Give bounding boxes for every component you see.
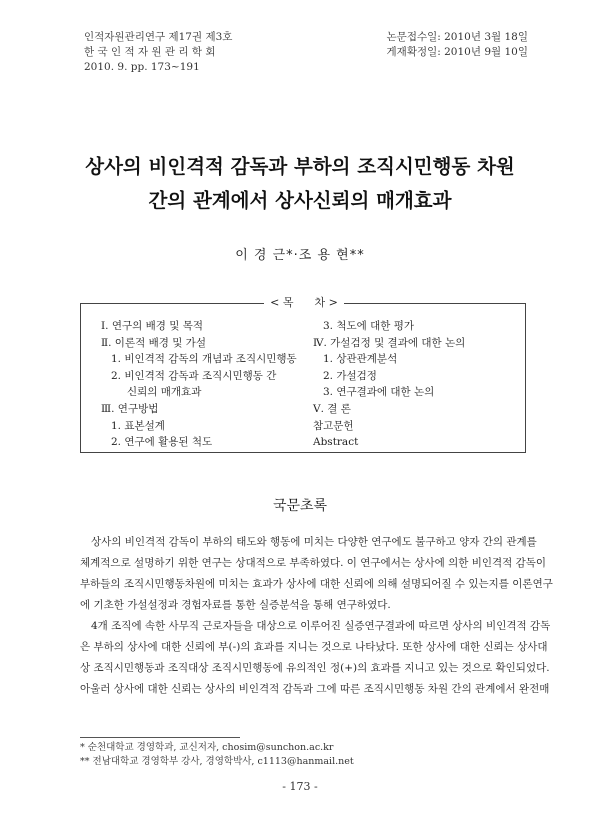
page-number: - 173 - <box>282 780 318 793</box>
abstract-line: 상 조직시민행동과 조직대상 조직시민행동에 유의적인 정(+)의 효과를 지니고 있는 것으로 확인되었다. <box>80 662 550 674</box>
table-of-contents <box>80 296 526 453</box>
authors: 이 경 근*·조 용 현** <box>235 248 365 263</box>
paper-title <box>40 150 560 218</box>
toc-heading: < 목 차 > <box>264 296 344 309</box>
toc-item: Abstract <box>313 436 359 449</box>
footnotes <box>80 741 354 769</box>
journal-info <box>84 30 232 75</box>
footnote-divider <box>80 737 240 738</box>
abstract-line: 체계적으로 설명하기 위한 연구는 상대적으로 부족하였다. 이 연구에서는 상사에 의한 비인격적 감독이 <box>80 557 547 569</box>
abstract-body <box>80 532 553 700</box>
toc-item: 2. 가설검정 <box>323 369 377 382</box>
toc-right-column <box>313 318 465 451</box>
received-date: 논문접수일: 2010년 3월 18일 <box>386 31 528 43</box>
abstract-line: 은 부하의 상사에 대한 신뢰에 부(-)의 효과를 지니는 것으로 나타났다. 또한 상사에 대한 신뢰는 상사대 <box>80 641 548 653</box>
toc-item: Ⅴ. 결 론 <box>313 402 351 415</box>
toc-item: 1. 표본설계 <box>111 419 165 432</box>
title-line: 간의 관계에서 상사신뢰의 매개효과 <box>148 189 452 212</box>
toc-item: Ⅰ. 연구의 배경 및 목적 <box>101 320 203 332</box>
toc-item: 1. 비인격적 감독의 개념과 조직시민행동 <box>111 353 297 366</box>
toc-left-column <box>101 318 297 451</box>
toc-item: 2. 비인격적 감독과 조직시민행동 간 <box>111 369 277 382</box>
abstract-heading: 국문초록 <box>272 498 328 514</box>
title-line: 상사의 비인격적 감독과 부하의 조직시민행동 차원 <box>85 155 515 178</box>
footnote: * 순천대학교 경영학과, 교신저자, chosim@sunchon.ac.kr <box>80 742 334 753</box>
abstract-line: 상사의 비인격적 감독이 부하의 태도와 행동에 미치는 다양한 연구에도 불구하고 양자 간의 관계를 <box>91 536 537 548</box>
abstract-line: 4개 조직에 속한 사무직 근로자들을 대상으로 이루어진 실증연구결과에 따르면 상사의 비인격적 감독 <box>91 620 551 632</box>
footnote: ** 전남대학교 경영학부 강사, 경영학박사, c1113@hanmail.net <box>80 756 354 767</box>
abstract-line: 아울러 상사에 대한 신뢰는 상사의 비인격적 감독과 그에 따른 조직시민행동 차원 간의 관계에서 완전매 <box>80 683 550 695</box>
journal-name: 인적자원관리연구 제17권 제3호 <box>84 31 233 43</box>
toc-item: 3. 척도에 대한 평가 <box>323 320 415 332</box>
toc-item: Ⅳ. 가설검정 및 결과에 대한 논의 <box>313 336 466 349</box>
toc-item: 신뢰의 매개효과 <box>127 386 202 399</box>
accepted-date: 게재확정일: 2010년 9월 10일 <box>386 46 528 58</box>
abstract-line: 부하들의 조직시민행동차원에 미치는 효과가 상사에 대한 신뢰에 의해 설명되어질 수 있는지를 이론연구 <box>80 578 553 590</box>
toc-item: 2. 연구에 활용된 척도 <box>111 436 213 449</box>
toc-item: Ⅱ. 이론적 배경 및 가설 <box>101 336 206 349</box>
society-name: 한 국 인 적 자 원 관 리 학 회 <box>84 46 216 58</box>
toc-item: 3. 연구결과에 대한 논의 <box>323 386 435 399</box>
submission-dates <box>387 30 528 60</box>
toc-item: Ⅲ. 연구방법 <box>101 402 159 415</box>
abstract-line: 에 기초한 가설설정과 경험자료를 통한 실증분석을 통해 연구하였다. <box>80 599 391 611</box>
toc-item: 참고문헌 <box>313 419 354 432</box>
toc-item: 1. 상관관계분석 <box>323 353 398 366</box>
issue-pages: 2010. 9. pp. 173~191 <box>84 61 200 73</box>
